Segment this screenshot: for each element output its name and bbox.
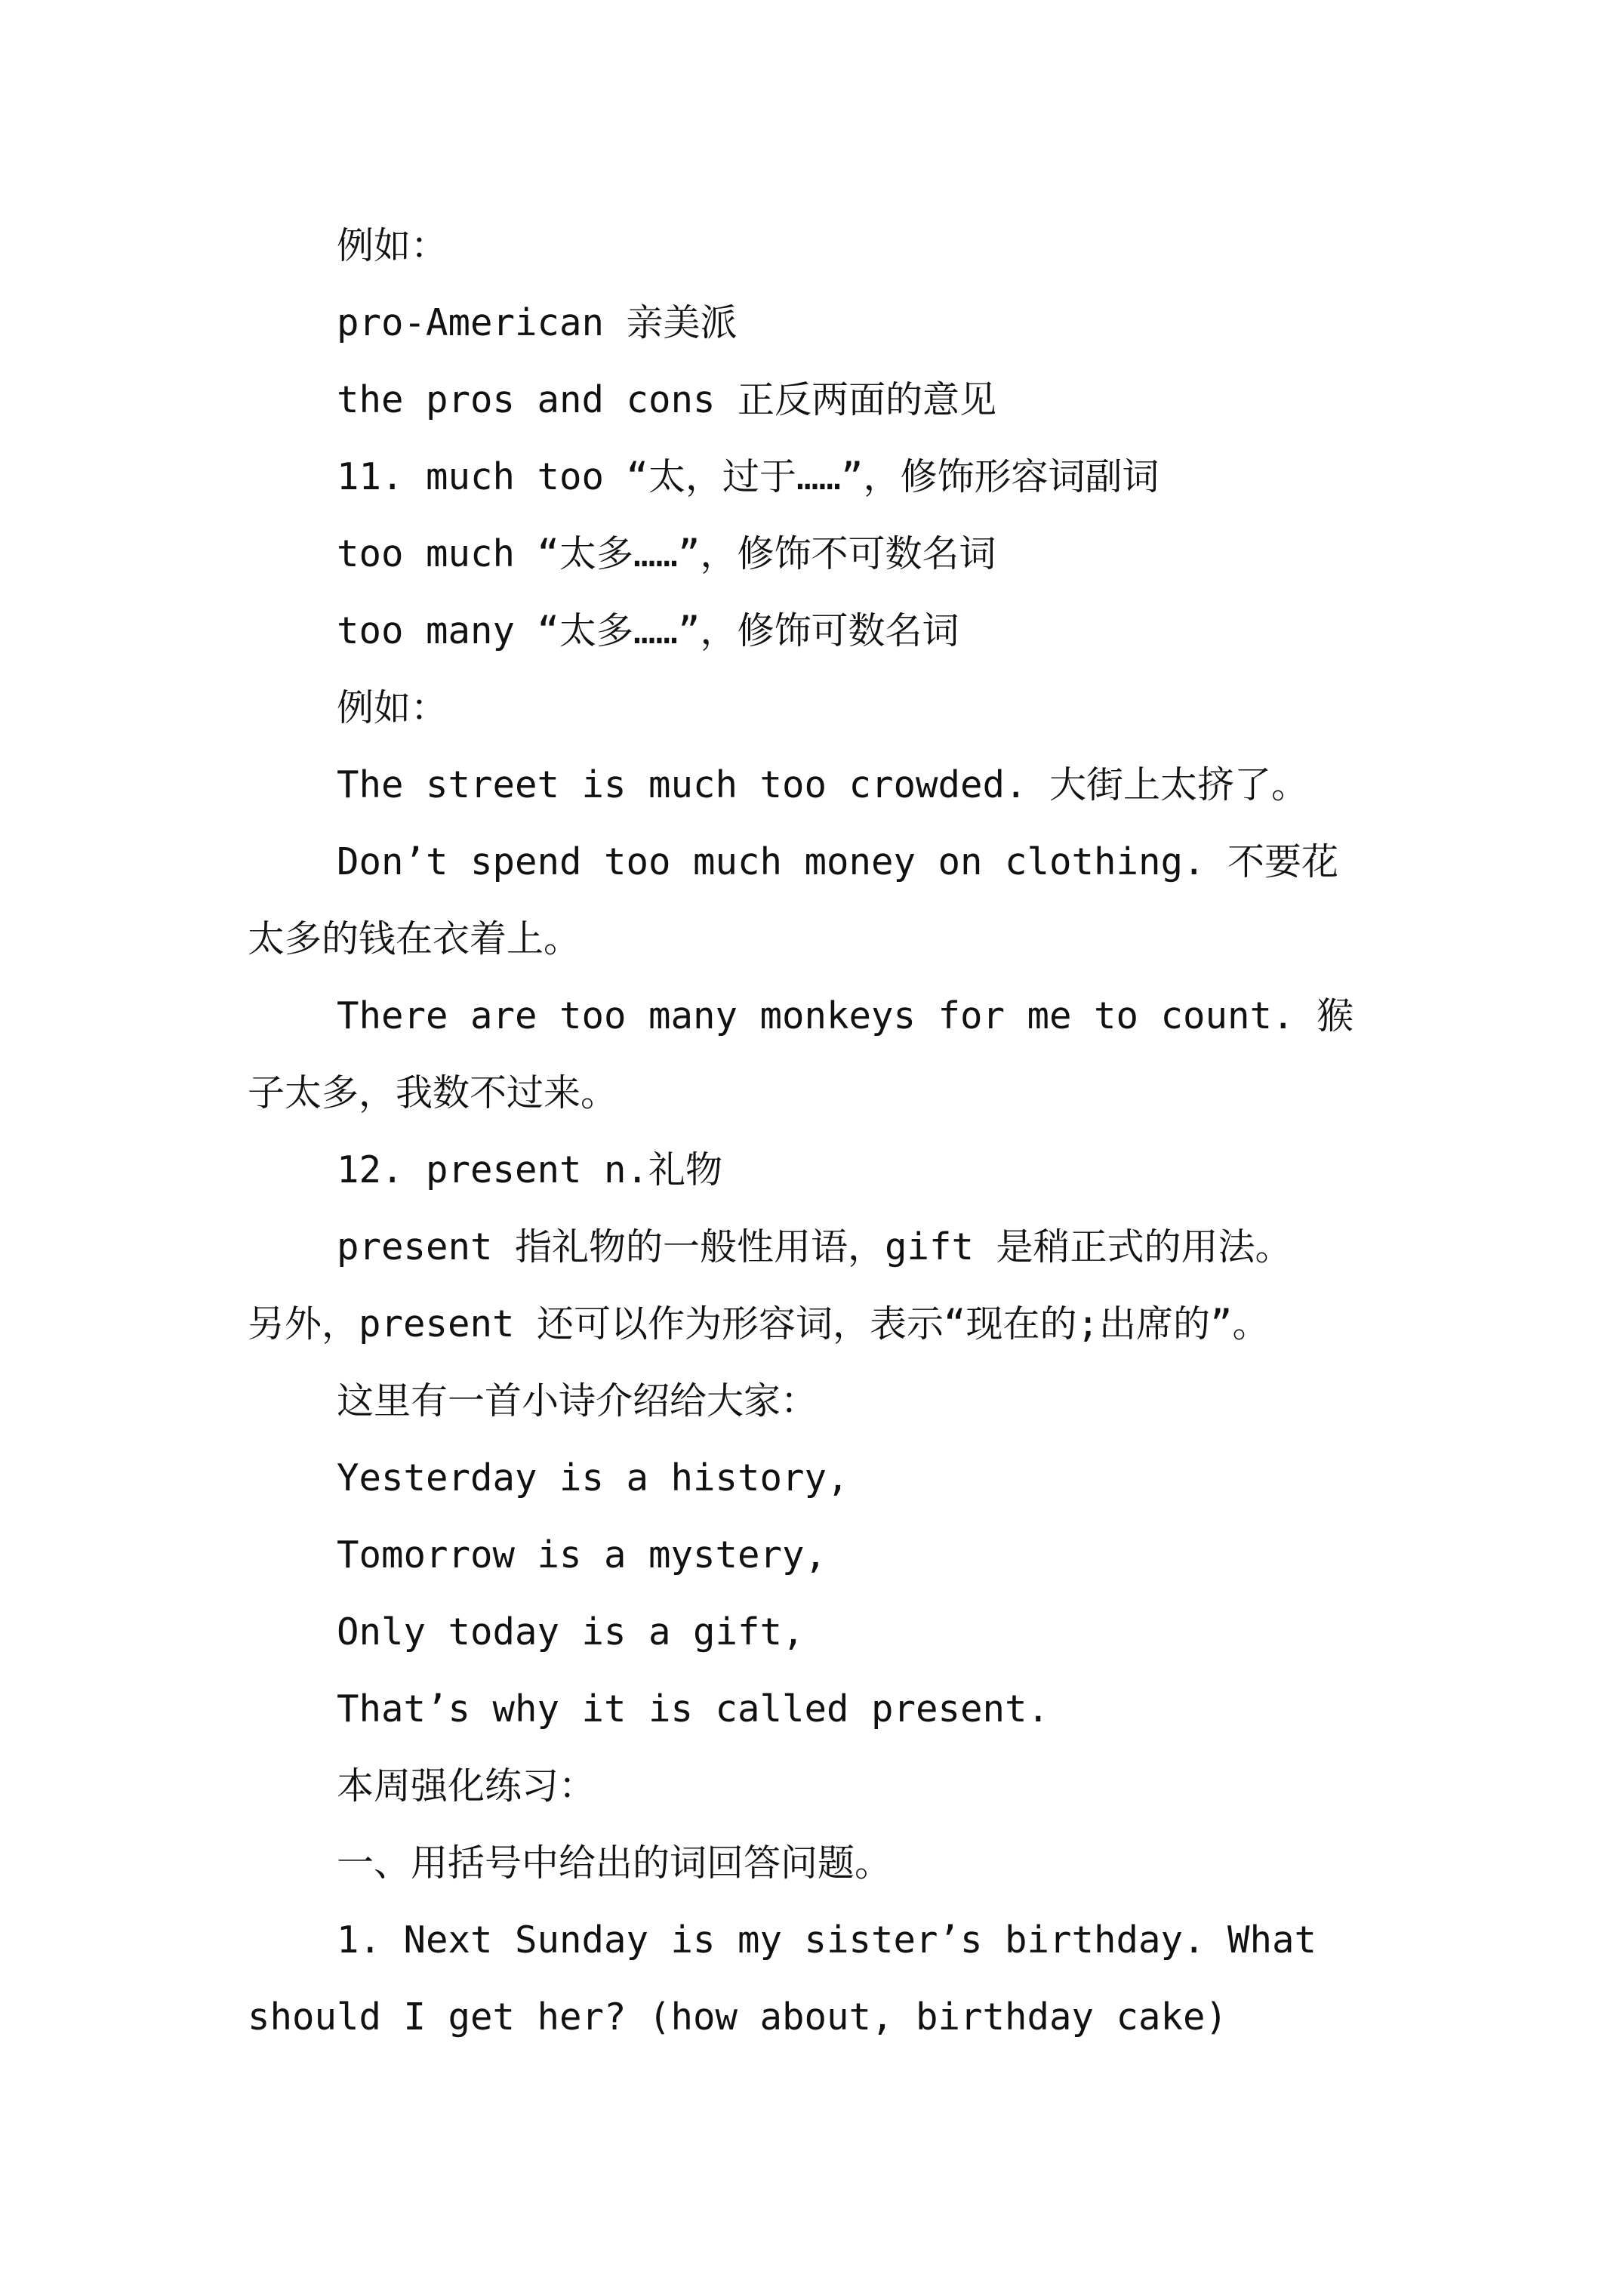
text-line: too many “太多……”，修饰可数名词	[337, 609, 959, 652]
text-line: too much “太多……”，修饰不可数名词	[337, 532, 996, 575]
text-line: the pros and cons 正反两面的意见	[337, 378, 997, 421]
section-heading: 本周强化练习：	[337, 1764, 596, 1808]
text-line: 这里有一首小诗介绍给大家：	[337, 1379, 818, 1422]
text-line: 例如：	[337, 224, 448, 267]
text-line: Don’t spend too much money on clothing. 不要花	[337, 840, 1339, 883]
text-line: The street is much too crowded. 大街上太挤了。	[337, 763, 1309, 806]
text-line: pro-American 亲美派	[337, 301, 738, 344]
text-line-continuation: 子太多，我数不过来。	[248, 1071, 618, 1114]
exercise-question: 1. Next Sunday is my sister’s birthday. What	[337, 1918, 1317, 1962]
poem-line: Only today is a gift,	[337, 1610, 805, 1653]
exercise-instruction: 一、用括号中给出的词回答问题。	[337, 1841, 892, 1885]
text-line: 例如：	[337, 686, 448, 729]
text-line-continuation: 另外，present 还可以作为形容词，表示“现在的;出席的”。	[248, 1302, 1270, 1345]
text-line: 11. much too “太，过于……”，修饰形容词副词	[337, 455, 1160, 498]
text-line: present 指礼物的一般性用语，gift 是稍正式的用法。	[337, 1225, 1292, 1268]
poem-line: Tomorrow is a mystery,	[337, 1533, 827, 1576]
document-body	[248, 208, 1380, 2056]
poem-line: Yesterday is a history,	[337, 1456, 849, 1499]
text-line: There are too many monkeys for me to count. 猴	[337, 994, 1354, 1037]
text-line-continuation: should I get her? (how about, birthday cake)	[248, 1996, 1228, 2039]
text-line-continuation: 太多的钱在衣着上。	[248, 917, 581, 960]
poem-line: That’s why it is called present.	[337, 1687, 1050, 1730]
text-line: 12. present n.礼物	[337, 1148, 723, 1191]
